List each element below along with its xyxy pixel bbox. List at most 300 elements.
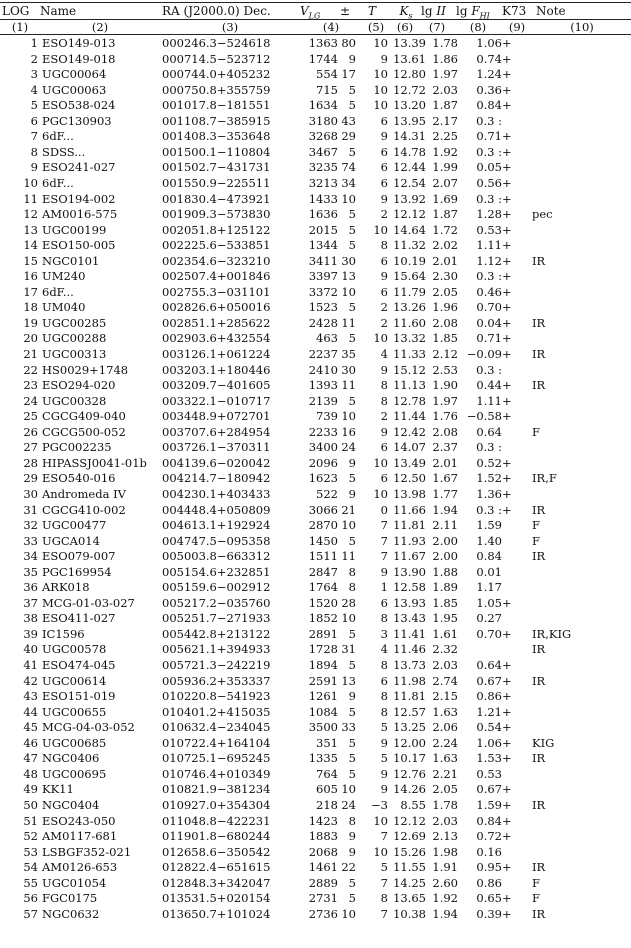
cell-ks-mag: 8.55 [400, 797, 426, 812]
cell-v-err: 10 [341, 191, 356, 206]
cell-lg-ii: 2.01 [432, 455, 458, 470]
cell-ra-dec: 002755.3−031101 [162, 284, 271, 299]
cell-name: UGC00655 [42, 704, 107, 719]
cell-name: SDSS... [42, 144, 86, 159]
cell-name: NGC0404 [42, 797, 100, 812]
cell-log: 25 [23, 409, 38, 424]
cell-note: F [532, 533, 540, 548]
cell-lg-fhi: 1.06 [476, 735, 502, 750]
table-row [0, 736, 631, 752]
cell-k73: + [502, 735, 512, 750]
cell-name: IC1596 [42, 626, 85, 641]
cell-type-t: 0 [380, 502, 388, 517]
cell-lg-ii: 1.98 [432, 844, 458, 859]
table-row [0, 36, 631, 52]
table-row [0, 674, 631, 690]
cell-name: ESO538-024 [42, 98, 116, 113]
cell-v-err: 21 [341, 502, 356, 517]
cell-name: ESO149-013 [42, 36, 116, 50]
cell-ks-mag: 12.80 [393, 67, 426, 82]
cell-type-t: 9 [380, 191, 388, 206]
cell-lg-fhi: 1.06 [476, 36, 502, 50]
cell-lg-fhi: 0.27 [476, 611, 502, 626]
cell-lg-ii: 1.78 [432, 797, 458, 812]
cell-v-err: 35 [341, 347, 356, 361]
cell-lg-ii: 2.15 [432, 689, 458, 704]
cell-ra-dec: 004139.6−020042 [162, 455, 271, 470]
cell-v-lg: 2736 [308, 906, 338, 921]
cell-ks-mag: 14.26 [393, 782, 426, 797]
cell-lg-fhi: 0.53 [476, 766, 502, 781]
cell-note: IR [532, 347, 546, 361]
cell-log: 28 [23, 455, 38, 470]
cell-note: IR [532, 253, 546, 268]
cell-k73 [502, 876, 532, 892]
cell-ks-mag: 11.81 [393, 689, 426, 704]
cell-note [532, 129, 631, 145]
cell-v-err: 9 [348, 844, 356, 859]
cell-ra-dec: 000246.3−524618 [162, 36, 271, 50]
cell-name: CGCG500-052 [42, 424, 126, 439]
table-row [0, 798, 631, 814]
cell-type-t: 9 [380, 782, 388, 797]
column-header: lg II [421, 4, 446, 18]
cell-v-lg: 2731 [308, 891, 338, 906]
table-row [0, 269, 631, 285]
cell-lg-ii: 2.03 [432, 813, 458, 828]
cell-v-lg: 715 [316, 82, 338, 97]
cell-k73: + [502, 471, 512, 486]
table-row [0, 487, 631, 503]
cell-lg-ii: 2.25 [432, 129, 458, 144]
cell-lg-ii: 1.63 [432, 704, 458, 719]
table-row [0, 394, 631, 410]
cell-ks-mag: 14.78 [393, 144, 426, 159]
cell-v-err: 10 [341, 611, 356, 626]
cell-v-lg: 1450 [308, 533, 338, 548]
table-row [0, 782, 631, 798]
cell-name: LSBGF352-021 [42, 844, 132, 859]
cell-log: 12 [23, 207, 38, 222]
cell-type-t: 8 [380, 378, 388, 393]
cell-lg-ii: 2.13 [432, 829, 458, 844]
table-row [0, 207, 631, 223]
cell-lg-ii: 1.67 [432, 471, 458, 486]
cell-ra-dec: 002507.4+001846 [162, 269, 271, 284]
cell-ks-mag: 11.79 [393, 284, 426, 299]
cell-v-lg: 3235 [308, 160, 338, 175]
cell-k73 [502, 767, 532, 783]
cell-lg-ii: 2.21 [432, 766, 458, 781]
cell-ra-dec: 003726.1−370311 [162, 440, 271, 455]
cell-lg-fhi: 1.40 [476, 533, 502, 548]
cell-log: 31 [23, 502, 38, 517]
cell-name: UGC00313 [42, 347, 107, 361]
cell-name: ARK018 [42, 580, 90, 595]
cell-note [532, 238, 631, 254]
cell-ks-mag: 13.73 [393, 658, 426, 672]
column-number: (2) [91, 20, 109, 34]
cell-ks-mag: 11.46 [393, 642, 426, 657]
cell-type-t: 7 [380, 875, 388, 890]
column-header: ± [339, 4, 351, 18]
table-row [0, 720, 631, 736]
cell-name: UM040 [42, 300, 86, 315]
cell-lg-ii: 1.94 [432, 906, 458, 921]
cell-k73: + [502, 67, 512, 82]
table-row [0, 363, 631, 379]
cell-lg-ii: 2.06 [432, 720, 458, 735]
cell-log: 47 [23, 751, 38, 766]
cell-log: 36 [23, 580, 38, 595]
cell-ks-mag: 12.72 [393, 82, 426, 97]
cell-lg-fhi: 0.64 [476, 658, 502, 672]
cell-ra-dec: 005721.3−242219 [162, 658, 271, 672]
cell-ks-mag: 12.57 [393, 704, 426, 719]
cell-lg-ii: 1.85 [432, 595, 458, 610]
cell-note [532, 160, 631, 176]
cell-lg-ii: 1.77 [432, 486, 458, 501]
cell-note: IR [532, 315, 546, 330]
table-row [0, 160, 631, 176]
cell-lg-ii: 1.94 [432, 502, 458, 517]
table-row [0, 907, 631, 923]
cell-lg-ii: 1.99 [432, 160, 458, 175]
cell-ks-mag: 13.61 [393, 51, 426, 66]
cell-ra-dec: 003448.9+072701 [162, 409, 271, 424]
cell-lg-fhi: 0.67 [476, 782, 502, 797]
cell-lg-fhi: 1.05 [476, 595, 502, 610]
table-row [0, 238, 631, 254]
cell-lg-ii: 1.97 [432, 393, 458, 408]
cell-v-lg: 2410 [308, 362, 338, 377]
cell-ks-mag: 14.25 [393, 875, 426, 890]
cell-log: 39 [23, 626, 38, 641]
cell-ra-dec: 004448.4+050809 [162, 502, 271, 517]
cell-v-err: 31 [341, 642, 356, 657]
table-row [0, 611, 631, 627]
cell-ra-dec: 000750.8+355759 [162, 82, 271, 97]
column-number: (6) [396, 20, 414, 34]
cell-name: 6dF... [42, 129, 74, 144]
cell-lg-fhi: 0.46 [476, 284, 502, 299]
cell-note [532, 689, 631, 705]
cell-log: 57 [23, 906, 38, 921]
cell-v-lg: 1634 [308, 98, 338, 113]
cell-v-lg: 351 [316, 735, 338, 750]
cell-lg-fhi: 0.39 [476, 906, 502, 921]
cell-type-t: 7 [380, 518, 388, 533]
cell-log: 38 [23, 611, 38, 626]
cell-name: AM0117-681 [42, 829, 118, 844]
cell-v-lg: 2096 [308, 455, 338, 470]
cell-v-err: 5 [348, 331, 356, 346]
column-header: K73 [502, 4, 527, 18]
cell-type-t: 5 [380, 860, 388, 875]
cell-ra-dec: 010821.9−381234 [162, 782, 271, 797]
cell-k73: + [502, 829, 512, 844]
cell-ks-mag: 11.32 [393, 238, 426, 253]
cell-type-t: 3 [380, 626, 388, 641]
cell-name: MCG-04-03-052 [42, 720, 135, 735]
cell-ks-mag: 13.92 [393, 191, 426, 206]
cell-note: KIG [532, 735, 555, 750]
cell-v-lg: 605 [316, 782, 338, 797]
table-row [0, 767, 631, 783]
cell-type-t: 6 [380, 253, 388, 268]
cell-ra-dec: 001502.7−431731 [162, 160, 271, 175]
cell-lg-ii: 2.02 [432, 238, 458, 253]
cell-type-t: 10 [373, 486, 388, 501]
cell-v-err: 13 [341, 269, 356, 284]
cell-v-lg: 1894 [308, 658, 338, 672]
cell-lg-fhi: 1.21 [476, 704, 502, 719]
cell-lg-fhi: 0.3 : [476, 269, 502, 284]
cell-name: UGC00064 [42, 67, 107, 82]
cell-k73: + [502, 144, 512, 159]
cell-type-t: 7 [380, 533, 388, 548]
cell-log: 40 [23, 642, 38, 657]
cell-k73 [502, 518, 532, 534]
cell-name: CGCG410-002 [42, 502, 126, 517]
cell-v-err: 22 [341, 860, 356, 875]
cell-v-lg: 522 [316, 486, 338, 501]
cell-name: KK11 [42, 782, 74, 797]
cell-v-err: 5 [348, 471, 356, 486]
cell-lg-fhi: 0.84 [476, 549, 502, 564]
cell-lg-ii: 2.03 [432, 82, 458, 97]
cell-note: IR [532, 797, 546, 812]
cell-note: IR [532, 549, 546, 564]
cell-ra-dec: 004230.1+403433 [162, 486, 271, 501]
cell-v-lg: 1764 [308, 580, 338, 595]
cell-k73: + [502, 269, 512, 284]
cell-lg-fhi: 0.67 [476, 673, 502, 688]
cell-ks-mag: 11.55 [393, 860, 426, 875]
cell-log: 19 [23, 315, 38, 330]
cell-ra-dec: 002851.1+285622 [162, 315, 271, 330]
cell-v-lg: 1523 [308, 300, 338, 315]
cell-note [532, 269, 631, 285]
cell-lg-ii: 1.96 [432, 300, 458, 315]
cell-log: 24 [23, 393, 38, 408]
cell-type-t: 6 [380, 175, 388, 190]
cell-v-err: 16 [341, 424, 356, 439]
cell-lg-fhi: 0.72 [476, 829, 502, 844]
cell-log: 5 [30, 98, 38, 113]
cell-name: UGC00285 [42, 315, 107, 330]
cell-k73 [502, 114, 532, 130]
cell-type-t: 6 [380, 113, 388, 128]
cell-v-err: 34 [341, 175, 356, 190]
cell-k73: + [502, 782, 512, 797]
table-row [0, 518, 631, 534]
cell-lg-fhi: 1.59 [476, 518, 502, 533]
cell-lg-fhi: 1.53 [476, 751, 502, 766]
cell-note [532, 36, 631, 52]
cell-name: PGC130903 [42, 113, 112, 128]
cell-v-lg: 3400 [308, 440, 338, 455]
cell-ks-mag: 12.76 [393, 766, 426, 781]
cell-v-err: 10 [341, 782, 356, 797]
cell-k73 [502, 565, 532, 581]
cell-k73: + [502, 175, 512, 190]
cell-v-err: 9 [348, 689, 356, 704]
cell-log: 15 [23, 253, 38, 268]
cell-v-lg: 3397 [308, 269, 338, 284]
cell-type-t: 1 [380, 580, 388, 595]
cell-ks-mag: 12.58 [393, 580, 426, 595]
cell-v-err: 11 [341, 378, 356, 393]
cell-name: ESO194-002 [42, 191, 116, 206]
cell-k73: + [502, 860, 512, 875]
cell-lg-ii: 2.53 [432, 362, 458, 377]
cell-type-t: 6 [380, 440, 388, 455]
cell-type-t: 8 [380, 704, 388, 719]
table-row [0, 534, 631, 550]
cell-ra-dec: 005936.2+353337 [162, 673, 271, 688]
table-row [0, 52, 631, 68]
cell-v-err: 5 [348, 222, 356, 237]
cell-name: MCG-01-03-027 [42, 595, 135, 610]
cell-ks-mag: 13.43 [393, 611, 426, 626]
cell-name: NGC0406 [42, 751, 100, 766]
cell-v-err: 13 [341, 673, 356, 688]
cell-k73: + [502, 409, 512, 424]
cell-ra-dec: 004214.7−180942 [162, 471, 271, 486]
cell-v-err: 5 [348, 393, 356, 408]
cell-type-t: 6 [380, 144, 388, 159]
cell-note [532, 440, 631, 456]
cell-note [532, 394, 631, 410]
table-row [0, 689, 631, 705]
cell-lg-fhi: 1.11 [476, 393, 502, 408]
cell-lg-fhi: 1.59 [476, 797, 502, 812]
cell-lg-ii: 1.72 [432, 222, 458, 237]
table-row [0, 223, 631, 239]
cell-note [532, 67, 631, 83]
cell-ra-dec: 001550.9−225511 [162, 175, 271, 190]
cell-lg-fhi: 0.44 [476, 378, 502, 393]
cell-name: ESO150-005 [42, 238, 116, 253]
cell-lg-fhi: 0.3 : [476, 113, 502, 128]
column-number: (9) [508, 20, 526, 34]
cell-type-t: 9 [380, 51, 388, 66]
cell-name: UGC00328 [42, 393, 107, 408]
cell-log: 51 [23, 813, 38, 828]
table-row [0, 845, 631, 861]
cell-k73: + [502, 191, 512, 206]
column-header: T [367, 4, 376, 18]
cell-name: HIPASSJ0041-01b [42, 455, 147, 470]
cell-v-err: 8 [348, 580, 356, 595]
cell-name: HS0029+1748 [42, 362, 129, 377]
cell-lg-ii: 1.91 [432, 860, 458, 875]
cell-lg-fhi: 0.84 [476, 813, 502, 828]
cell-ra-dec: 005621.1+394933 [162, 642, 271, 657]
cell-k73: + [502, 486, 512, 501]
cell-v-err: 80 [341, 36, 356, 50]
cell-note: IR [532, 860, 546, 875]
cell-note [532, 409, 631, 425]
table-row [0, 503, 631, 519]
table-row [0, 129, 631, 145]
cell-v-lg: 1461 [308, 860, 338, 875]
cell-ra-dec: 012848.3+342047 [162, 875, 271, 890]
cell-ks-mag: 10.38 [393, 906, 426, 921]
column-header: $V_{LG}$ [300, 4, 321, 21]
cell-type-t: 6 [380, 673, 388, 688]
cell-v-lg: 1344 [308, 238, 338, 253]
cell-lg-ii: 1.86 [432, 51, 458, 66]
cell-lg-fhi: 0.84 [476, 98, 502, 113]
cell-lg-fhi: 0.3 : [476, 502, 502, 517]
cell-k73: + [502, 253, 512, 268]
cell-lg-fhi: 1.36 [476, 486, 502, 501]
cell-log: 27 [23, 440, 38, 455]
cell-v-lg: 3411 [308, 253, 338, 268]
cell-ks-mag: 11.60 [393, 315, 426, 330]
cell-note: F [532, 424, 540, 439]
cell-lg-ii: 1.90 [432, 378, 458, 393]
cell-v-lg: 2233 [308, 424, 338, 439]
cell-v-err: 24 [341, 440, 356, 455]
cell-v-lg: 3213 [308, 175, 338, 190]
cell-lg-fhi: 0.01 [476, 564, 502, 579]
cell-ks-mag: 11.41 [393, 626, 426, 641]
cell-type-t: 8 [380, 393, 388, 408]
cell-lg-fhi: 0.86 [476, 689, 502, 704]
table-row [0, 331, 631, 347]
cell-lg-fhi: 0.95 [476, 860, 502, 875]
cell-k73: + [502, 300, 512, 315]
cell-log: 17 [23, 284, 38, 299]
cell-v-lg: 3372 [308, 284, 338, 299]
cell-k73: + [502, 315, 512, 330]
cell-lg-fhi: 0.86 [476, 875, 502, 890]
cell-ks-mag: 13.39 [393, 36, 426, 50]
cell-type-t: 6 [380, 595, 388, 610]
cell-v-err: 5 [348, 144, 356, 159]
cell-lg-fhi: −0.58 [466, 409, 502, 424]
cell-lg-fhi: 0.70 [476, 300, 502, 315]
cell-lg-fhi: 0.04 [476, 315, 502, 330]
cell-lg-ii: 2.08 [432, 315, 458, 330]
column-header: Note [536, 4, 566, 18]
cell-log: 7 [30, 129, 38, 144]
cell-ks-mag: 10.19 [393, 253, 426, 268]
cell-type-t: 7 [380, 906, 388, 921]
table-row [0, 876, 631, 892]
cell-ra-dec: 001830.4−473921 [162, 191, 271, 206]
table-row [0, 565, 631, 581]
cell-ks-mag: 11.44 [393, 409, 426, 424]
cell-lg-fhi: 1.17 [476, 580, 502, 595]
cell-type-t: 7 [380, 549, 388, 564]
cell-ks-mag: 13.26 [393, 300, 426, 315]
cell-lg-fhi: 0.3 : [476, 440, 502, 455]
cell-v-lg: 1511 [308, 549, 338, 564]
cell-name: ESO294-020 [42, 378, 116, 393]
cell-name: UGC00685 [42, 735, 107, 750]
cell-k73: + [502, 720, 512, 735]
cell-ra-dec: 001500.1−110804 [162, 144, 271, 159]
cell-v-lg: 2891 [308, 626, 338, 641]
cell-log: 55 [23, 875, 38, 890]
cell-type-t: −3 [371, 797, 388, 812]
cell-type-t: 9 [380, 735, 388, 750]
cell-v-lg: 3066 [308, 502, 338, 517]
